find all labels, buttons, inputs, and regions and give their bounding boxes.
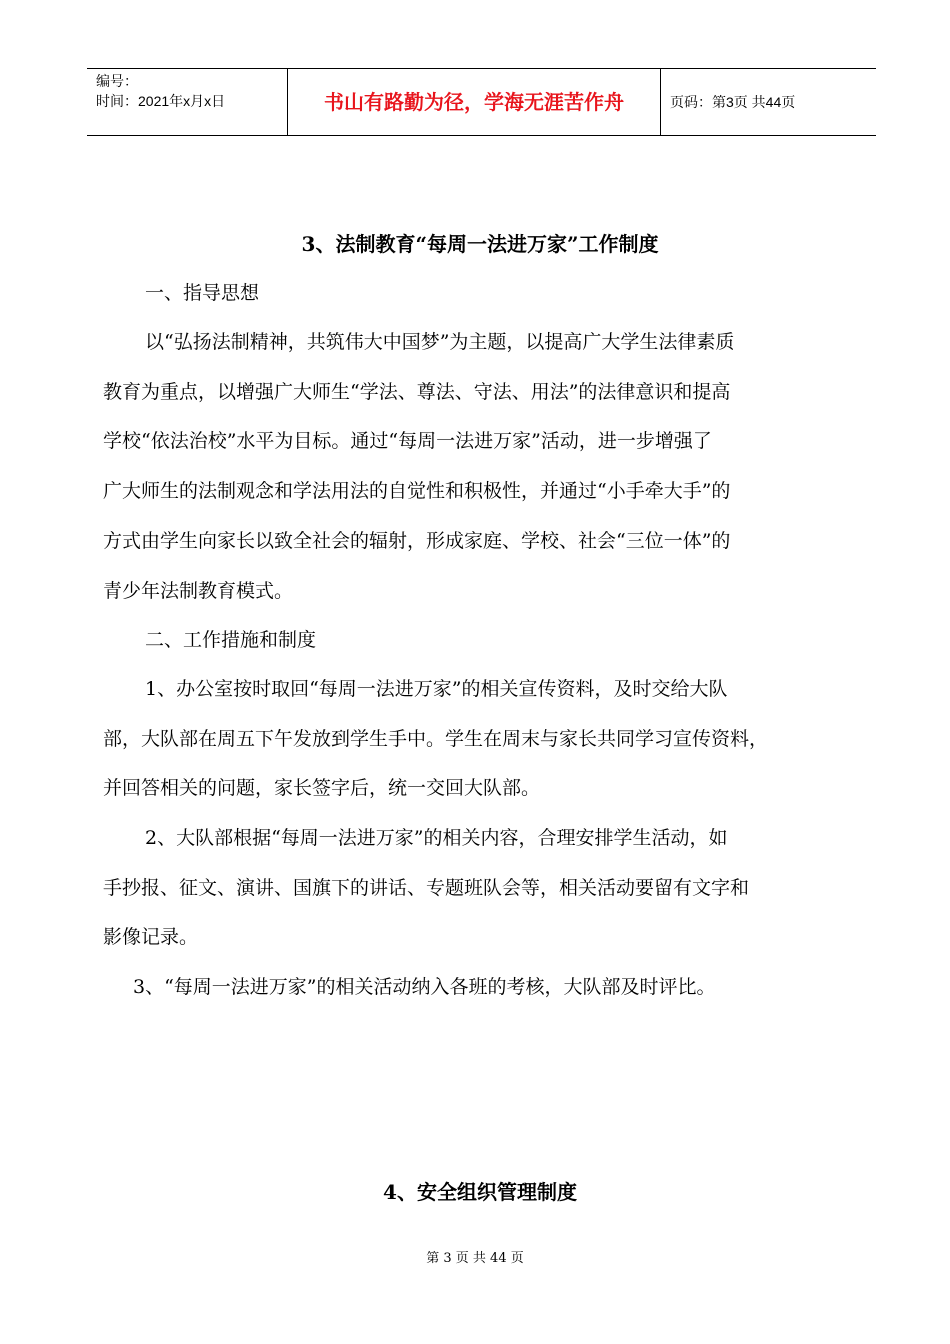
header-meta bbox=[87, 69, 287, 135]
paragraph-line: 影像记录。 bbox=[103, 926, 199, 949]
paragraph-guiding-ideology bbox=[103, 318, 865, 616]
paragraph-line: 学校“依法治校”水平为目标。通过“每周一法进万家”活动，进一步增强了 bbox=[103, 430, 712, 453]
page-footer: 第 3 页 共 44 页 bbox=[426, 1251, 524, 1266]
heading-guiding-ideology: 一、指导思想 bbox=[145, 282, 260, 304]
header-page-info: 页码：第3页 共44页 bbox=[670, 94, 796, 110]
paragraph-line: 以“弘扬法制精神，共筑伟大中国梦”为主题，以提高广大学生法律素质 bbox=[145, 331, 735, 353]
section-3-title: 3、法制教育“每周一法进万家”工作制度 bbox=[301, 232, 659, 256]
header-motto: 书山有路勤为径，学海无涯苦作舟 bbox=[287, 69, 661, 135]
page-header bbox=[87, 68, 876, 136]
measure-item-3: 3、“每周一法进万家”的相关活动纳入各班的考核，大队部及时评比。 bbox=[133, 976, 716, 998]
document-time-label: 时间：2021年x月x日 bbox=[96, 93, 226, 109]
paragraph-line: 教育为重点，以增强广大师生“学法、尊法、守法、用法”的法律意识和提高 bbox=[103, 380, 731, 403]
section-4-title: 4、安全组织管理制度 bbox=[383, 1180, 577, 1204]
paragraph-line: 并回答相关的问题，家长签字后，统一交回大队部。 bbox=[103, 777, 541, 800]
paragraph-line: 青少年法制教育模式。 bbox=[103, 579, 294, 602]
paragraph-line: 1、办公室按时取回“每周一法进万家”的相关宣传资料，及时交给大队 bbox=[145, 678, 728, 700]
measure-item-2 bbox=[103, 814, 865, 963]
paragraph-line: 2、大队部根据“每周一法进万家”的相关内容，合理安排学生活动，如 bbox=[145, 827, 728, 849]
document-number-label: 编号： bbox=[96, 73, 138, 89]
paragraph-line: 方式由学生向家长以致全社会的辐射，形成家庭、学校、社会“三位一体”的 bbox=[103, 529, 731, 552]
paragraph-line: 广大师生的法制观念和学法用法的自觉性和积极性，并通过“小手牵大手”的 bbox=[103, 480, 731, 503]
measure-item-1 bbox=[103, 665, 865, 814]
heading-measures: 二、工作措施和制度 bbox=[145, 629, 317, 651]
paragraph-line: 部，大队部在周五下午发放到学生手中。学生在周末与家长共同学习宣传资料， bbox=[103, 727, 769, 750]
paragraph-line: 手抄报、征文、演讲、国旗下的讲话、专题班队会等，相关活动要留有文字和 bbox=[103, 876, 750, 899]
